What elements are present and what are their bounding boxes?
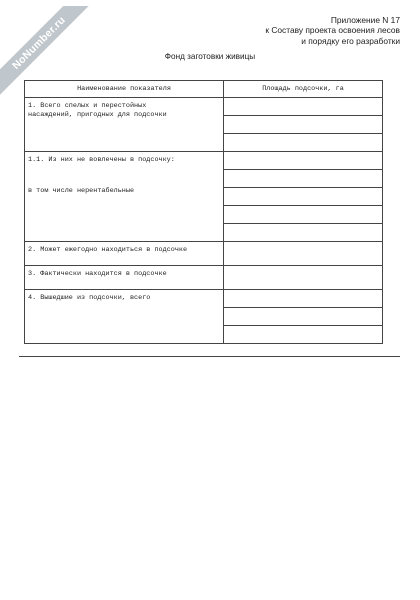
- indicators-table: [24, 80, 383, 344]
- value-cell[interactable]: [224, 308, 383, 326]
- appendix-header: [265, 15, 400, 46]
- bottom-divider: [19, 356, 400, 357]
- value-cell[interactable]: [224, 152, 383, 170]
- appendix-line: к Составу проекта освоения лесов: [265, 25, 400, 36]
- row-label-line: 1.1. Из них не вовлечены в подсочку:: [28, 156, 175, 164]
- appendix-line: Приложение N 17: [330, 15, 400, 25]
- row-label-total-mature: [25, 98, 224, 152]
- table-row: [25, 242, 383, 266]
- table-row: [25, 266, 383, 290]
- value-cell[interactable]: [224, 206, 383, 224]
- row-label-line: насаждений, пригодных для подсочки: [28, 111, 167, 119]
- row-label-line: в том числе нерентабельные: [28, 187, 135, 195]
- value-cell[interactable]: [224, 188, 383, 206]
- row-label-withdrawn: 4. Вышедшие из подсочки, всего: [25, 290, 224, 344]
- watermark-text: NoNumber.ru: [0, 6, 94, 102]
- value-cell[interactable]: [224, 266, 383, 290]
- table-row: [25, 152, 383, 170]
- value-cell[interactable]: [224, 290, 383, 308]
- value-cell[interactable]: [224, 242, 383, 266]
- document-title: Фонд заготовки живицы: [164, 52, 256, 61]
- value-cell[interactable]: [224, 224, 383, 242]
- header-indicator: Наименование показателя: [25, 81, 224, 98]
- header-row: [25, 81, 383, 98]
- value-cell[interactable]: [224, 326, 383, 344]
- header-area: Площадь подсочки, га: [224, 81, 383, 98]
- row-label-actual: 3. Фактически находится в подсочке: [25, 266, 224, 290]
- row-label-line: 1. Всего спелых и перестойных: [28, 102, 147, 110]
- value-cell[interactable]: [224, 170, 383, 188]
- appendix-line: и порядку его разработки: [301, 35, 400, 46]
- value-cell[interactable]: [224, 116, 383, 134]
- table-row: [25, 290, 383, 308]
- row-label-not-involved: [25, 152, 224, 242]
- table-row: [25, 98, 383, 116]
- row-label-annual: 2. Может ежегодно находиться в подсочке: [25, 242, 224, 266]
- value-cell[interactable]: [224, 134, 383, 152]
- value-cell[interactable]: [224, 98, 383, 116]
